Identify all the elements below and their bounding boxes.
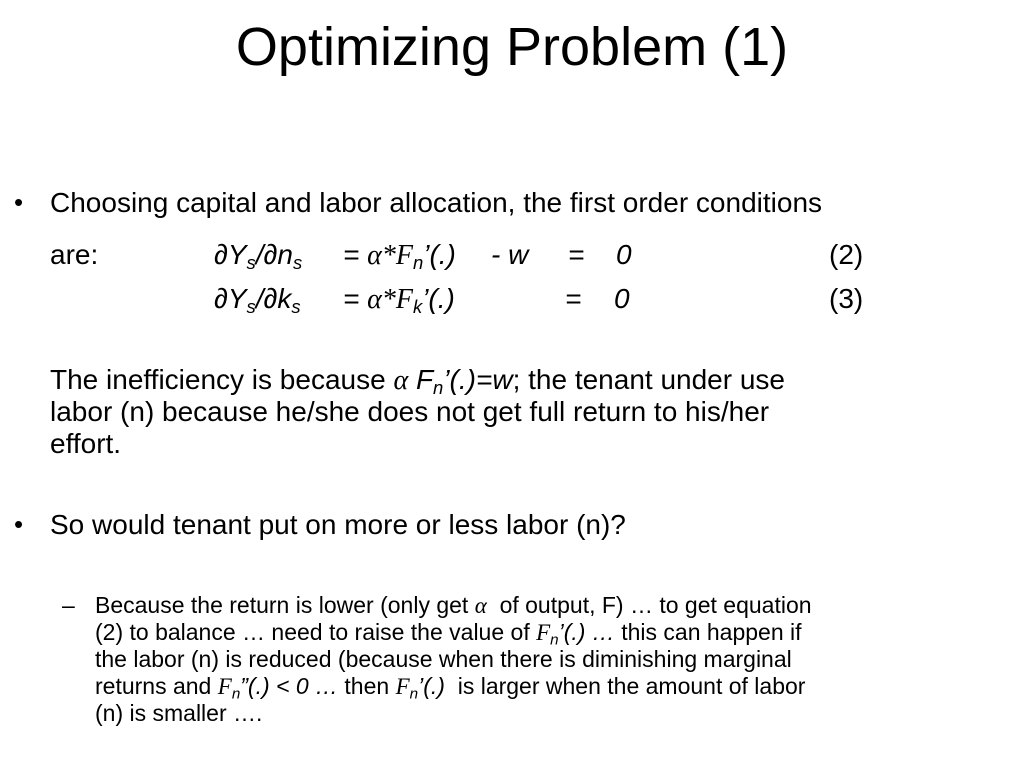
equation-2-number: (2) <box>829 239 864 270</box>
equation-2-equals: = <box>568 239 585 270</box>
equation-3-rhs: = $\alpha*F_k’(.)$ <box>343 283 455 318</box>
equation-2-zero: 0 <box>616 239 632 270</box>
equation-2-minus-w: - w <box>491 239 529 270</box>
inefficiency-line-3: effort. <box>50 428 122 459</box>
equation-2-rhs: = $\alpha*F_n’(.)$ <box>343 239 456 274</box>
equation-3-number: (3) <box>829 283 864 314</box>
bullet-1-line-1: Choosing capital and labor allocation, the first order conditions <box>50 187 823 218</box>
dash-line-4: returns and $F_n”(.) < 0$ … then $F_n’(.)$ is larger when the amount of labor <box>95 673 806 703</box>
dash-line-2: (2) to balance … need to raise the value of $F_n’(.)$ … this can happen if <box>95 619 802 649</box>
dash-line-3: the labor (n) is reduced (because when there is diminishing marginal <box>95 646 792 672</box>
inefficiency-line-1: The inefficiency is because α $F_n’(.)=w$; the tenant under use <box>50 364 785 399</box>
dash-line-1: Because the return is lower (only get α of output, F) … to get equation <box>95 592 812 618</box>
equation-3-zero: 0 <box>614 283 630 314</box>
equation-2-lhs: $\partial Y_s/\partial n_s$ <box>214 239 303 274</box>
bullet-1-marker: • <box>14 187 24 217</box>
slide-title: Optimizing Problem (1) <box>235 17 789 77</box>
inefficiency-line-2: labor (n) because he/she does not get full return to his/her <box>50 396 770 427</box>
bullet-2-marker: • <box>14 509 24 539</box>
bullet-2-text: So would tenant put on more or less labor (n)? <box>50 509 626 540</box>
are-label: are: <box>50 239 99 270</box>
equation-3-equals: = <box>565 283 582 314</box>
dash-line-5: (n) is smaller …. <box>95 700 263 726</box>
equation-3-lhs: $\partial Y_s/\partial k_s$ <box>214 283 301 318</box>
dash-marker: – <box>62 592 75 618</box>
